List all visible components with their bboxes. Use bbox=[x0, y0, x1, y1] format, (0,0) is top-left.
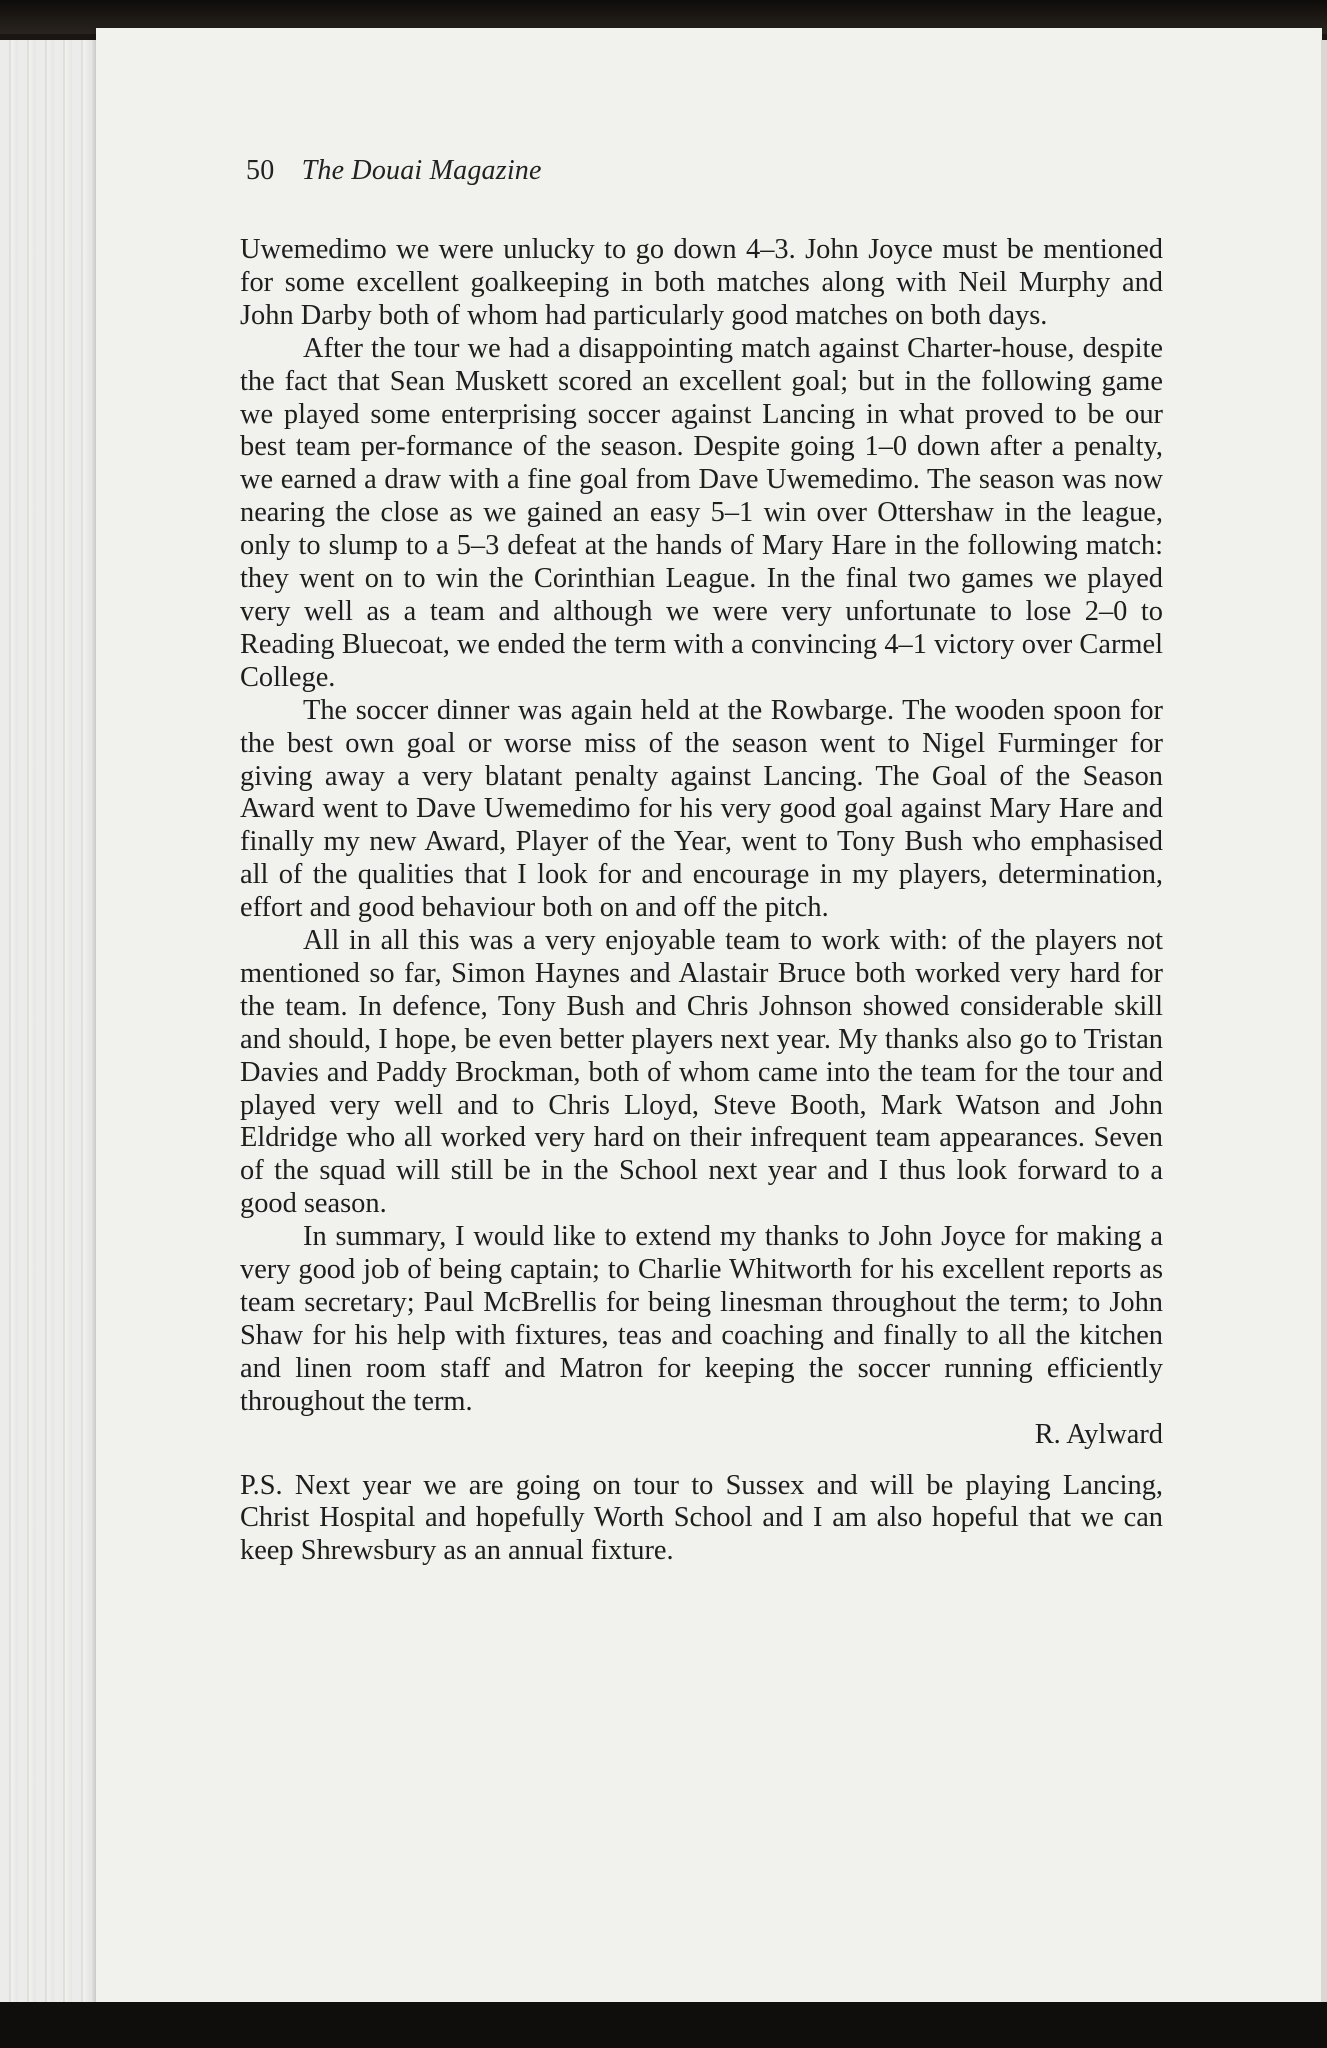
paragraph: In summary, I would like to extend my thanks to John Joyce for making a very good job of being captain; to Charlie Whitworth for his excellent reports as team secretary; Paul McBrellis for being linesman throughout the term; to John Shaw for his help with fixtures, teas and coaching and finally to all the kitchen and linen room staff and Matron for keeping the soccer running efficiently throughout the term. bbox=[240, 1221, 1163, 1417]
postscript: P.S. Next year we are going on tour to Sussex and will be playing Lancing, Christ Hospital and hopefully Worth School and I am also hopeful that we can keep Shrewsbury as an annual fixture. bbox=[240, 1469, 1163, 1567]
paragraph: All in all this was a very enjoyable team to work with: of the players not mentioned so far, Simon Haynes and Alastair Bruce both worked very hard for the team. In defence, Tony Bush and Chris Johnson showed considerable skill and should, I hope, be even better players next year. My thanks also go to Tristan Davies and Paddy Brockman, both of whom came into the team for the tour and played very well and to Chris Lloyd, Steve Booth, Mark Watson and John Eldridge who all worked very hard on their infrequent team appearances. Seven of the squad will still be in the School next year and I thus look forward to a good season. bbox=[240, 925, 1163, 1220]
paragraph: The soccer dinner was again held at the Rowbarge. The wooden spoon for the best own goal or worse miss of the season went to Nigel Furminger for giving away a very blatant penalty against Lancing. The Goal of the Season Award went to Dave Uwemedimo for his very good goal against Mary Hare and finally my new Award, Player of the Year, went to Tony Bush who emphasised all of the qualities that I look for and encourage in my players, determination, effort and good behaviour both on and off the pitch. bbox=[240, 694, 1163, 924]
article-body bbox=[240, 234, 1163, 1568]
facing-page-edge bbox=[1321, 40, 1327, 2005]
paragraph: After the tour we had a disappointing match against Charter-house, despite the fact that Sean Muskett scored an excellent goal; but in the following game we played some enterprising soccer against Lancing in what proved to be our best team per-formance of the season. Despite going 1–0 down after a penalty, we earned a draw with a fine goal from Dave Uwemedimo. The season was now nearing the close as we gained an easy 5–1 win over Ottershaw in the league, only to slump to a 5–3 defeat at the hands of Mary Hare in the following match: they went on to win the Corinthian League. In the final two games we played very well as a team and although we were very unfortunate to lose 2–0 to Reading Bluecoat, we ended the term with a convincing 4–1 victory over Carmel College. bbox=[240, 332, 1163, 693]
paragraph: Uwemedimo we were unlucky to go down 4–3. John Joyce must be mentioned for some excellent goalkeeping in both matches along with Neil Murphy and John Darby both of whom had particularly good matches on both days. bbox=[240, 234, 1163, 331]
book-bottom-edge bbox=[0, 2002, 1327, 2048]
running-head bbox=[246, 155, 542, 187]
journal-title: The Douai Magazine bbox=[301, 155, 542, 186]
author-signature: R. Aylward bbox=[1034, 1418, 1163, 1450]
page-number: 50 bbox=[246, 155, 275, 186]
page-stack-edges bbox=[0, 40, 100, 2005]
